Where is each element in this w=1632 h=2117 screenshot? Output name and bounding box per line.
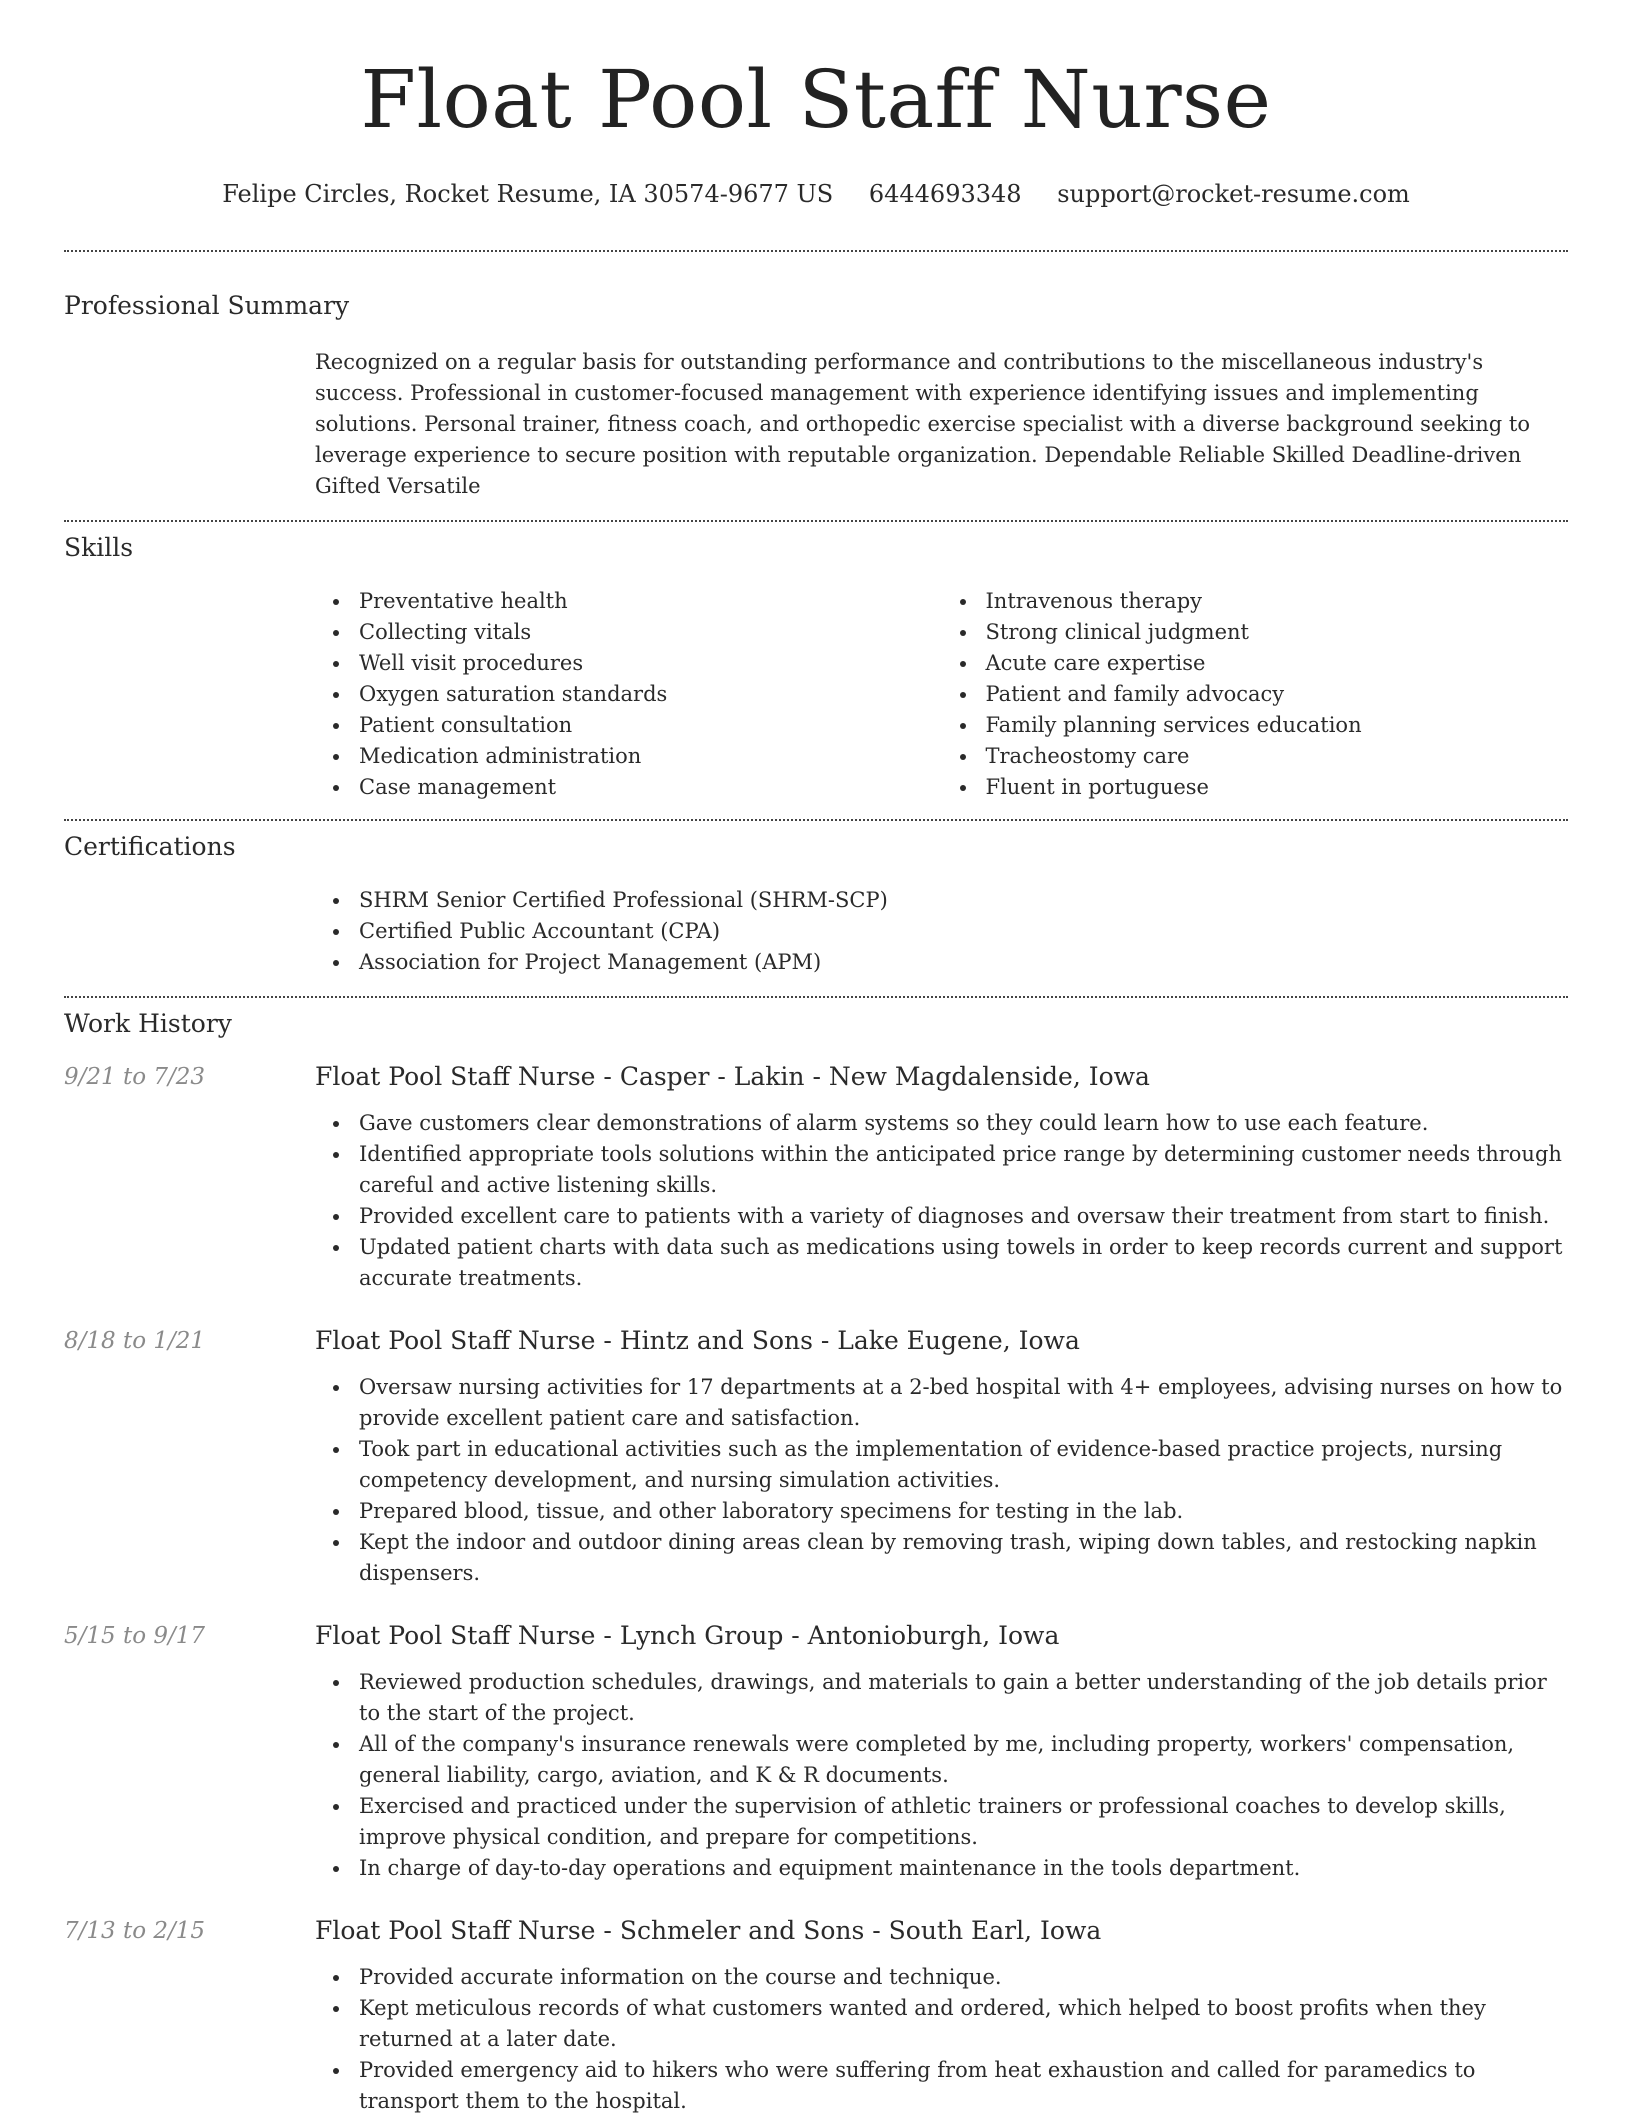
skill-item: Strong clinical judgment (986, 617, 1569, 648)
skill-item: Acute care expertise (986, 648, 1569, 679)
job-bullet: Provided emergency aid to hikers who were suffering from heat exhaustion and called for paramedics to transport them to the hospital. (359, 2055, 1568, 2117)
skill-item: Patient and family advocacy (986, 679, 1569, 710)
job-dates: 5/15 to 9/17 (64, 1623, 206, 1649)
certifications-list (315, 885, 1568, 978)
job-bullet: Gave customers clear demonstrations of alarm systems so they could learn how to use each feature. (359, 1108, 1568, 1139)
certifications-content (315, 885, 1568, 996)
work-history-section (64, 1008, 1568, 2117)
skills-list-left (315, 586, 942, 803)
summary-text: Recognized on a regular basis for outstanding performance and contributions to the miscellaneous industry's success. Professional in customer-focused management with experience identifying issues and implementing solutions. Personal trainer, fitness coach, and orthopedic exercise specialist with a diverse background seeking to leverage experience to secure position with reputable organization. Dependable Reliable Skilled Deadline-driven Gifted Versatile (315, 350, 1530, 498)
skills-section (64, 532, 1568, 819)
job-bullets (315, 1108, 1568, 1294)
job-bullet: Oversaw nursing activities for 17 departments at a 2-bed hospital with 4+ employees, advising nurses on how to provide excellent patient care and satisfaction. (359, 1372, 1568, 1434)
certification-item: Certified Public Accountant (CPA) (359, 916, 1568, 947)
job-dates: 7/13 to 2/15 (64, 1918, 206, 1944)
resume-name: Float Pool Staff Nurse (360, 53, 1272, 146)
job-bullet: In charge of day-to-day operations and equipment maintenance in the tools department. (359, 1853, 1568, 1884)
job-bullet: Kept meticulous records of what customers wanted and ordered, which helped to boost profits when they returned at a later date. (359, 1993, 1568, 2055)
job-title: Float Pool Staff Nurse - Schmeler and Sons - South Earl, Iowa (315, 1916, 1102, 1945)
job-title: Float Pool Staff Nurse - Casper - Lakin - New Magdalenside, Iowa (315, 1062, 1150, 1091)
contact-phone: 6444693348 (868, 180, 1022, 208)
job-bullets (315, 1667, 1568, 1884)
section-divider (64, 250, 1568, 252)
job-bullet: Took part in educational activities such as the implementation of evidence-based practice projects, nursing competency development, and nursing simulation activities. (359, 1434, 1568, 1496)
job-entry (64, 1324, 1568, 1589)
job-bullet: Provided accurate information on the course and technique. (359, 1962, 1568, 1993)
section-divider (64, 996, 1568, 998)
skill-item: Oxygen saturation standards (359, 679, 942, 710)
skill-item: Family planning services education (986, 710, 1569, 741)
contact-email: support@rocket-resume.com (1057, 180, 1410, 208)
skill-item: Preventative health (359, 586, 942, 617)
job-entry (64, 1914, 1568, 2117)
skill-item: Case management (359, 772, 942, 803)
job-entry (64, 1060, 1568, 1294)
certification-item: SHRM Senior Certified Professional (SHRM-SCP) (359, 885, 1568, 916)
job-bullet: Updated patient charts with data such as medications using towels in order to keep records current and support accurate treatments. (359, 1232, 1568, 1294)
section-title-summary: Professional Summary (64, 291, 350, 320)
summary-section (64, 290, 1568, 520)
job-bullets (315, 1372, 1568, 1589)
skills-list-right (942, 586, 1569, 803)
skill-item: Collecting vitals (359, 617, 942, 648)
skill-item: Patient consultation (359, 710, 942, 741)
contact-address: Felipe Circles, Rocket Resume, IA 30574-9677 US (222, 180, 834, 208)
section-title-work-history: Work History (64, 1009, 232, 1038)
skill-item: Medication administration (359, 741, 942, 772)
contact-line (64, 178, 1568, 210)
job-dates: 8/18 to 1/21 (64, 1328, 206, 1354)
job-title: Float Pool Staff Nurse - Lynch Group - Antonioburgh, Iowa (315, 1621, 1060, 1650)
skill-item: Intravenous therapy (986, 586, 1569, 617)
job-bullet: All of the company's insurance renewals were completed by me, including property, workers' compensation, general liability, cargo, aviation, and K & R documents. (359, 1729, 1568, 1791)
job-bullet: Kept the indoor and outdoor dining areas clean by removing trash, wiping down tables, and restocking napkin dispensers. (359, 1527, 1568, 1589)
section-divider (64, 819, 1568, 821)
skill-item: Tracheostomy care (986, 741, 1569, 772)
resume-page (64, 0, 1568, 2117)
job-bullets (315, 1962, 1568, 2117)
section-title-skills: Skills (64, 533, 134, 562)
job-bullet: Identified appropriate tools solutions within the anticipated price range by determining customer needs through careful and active listening skills. (359, 1139, 1568, 1201)
job-bullet: Reviewed production schedules, drawings, and materials to gain a better understanding of the job details prior to the start of the project. (359, 1667, 1568, 1729)
job-bullet: Prepared blood, tissue, and other laboratory specimens for testing in the lab. (359, 1496, 1568, 1527)
skills-grid (315, 586, 1568, 819)
certifications-section (64, 831, 1568, 996)
job-bullet: Exercised and practiced under the supervision of athletic trainers or professional coaches to develop skills, improve physical condition, and prepare for competitions. (359, 1791, 1568, 1853)
skill-item: Well visit procedures (359, 648, 942, 679)
job-bullet: Provided excellent care to patients with a variety of diagnoses and oversaw their treatment from start to finish. (359, 1201, 1568, 1232)
section-title-certifications: Certifications (64, 832, 236, 861)
certification-item: Association for Project Management (APM) (359, 947, 1568, 978)
skill-item: Fluent in portuguese (986, 772, 1569, 803)
section-divider (64, 520, 1568, 522)
job-dates: 9/21 to 7/23 (64, 1064, 206, 1090)
job-title: Float Pool Staff Nurse - Hintz and Sons - Lake Eugene, Iowa (315, 1326, 1080, 1355)
job-entry (64, 1619, 1568, 1884)
